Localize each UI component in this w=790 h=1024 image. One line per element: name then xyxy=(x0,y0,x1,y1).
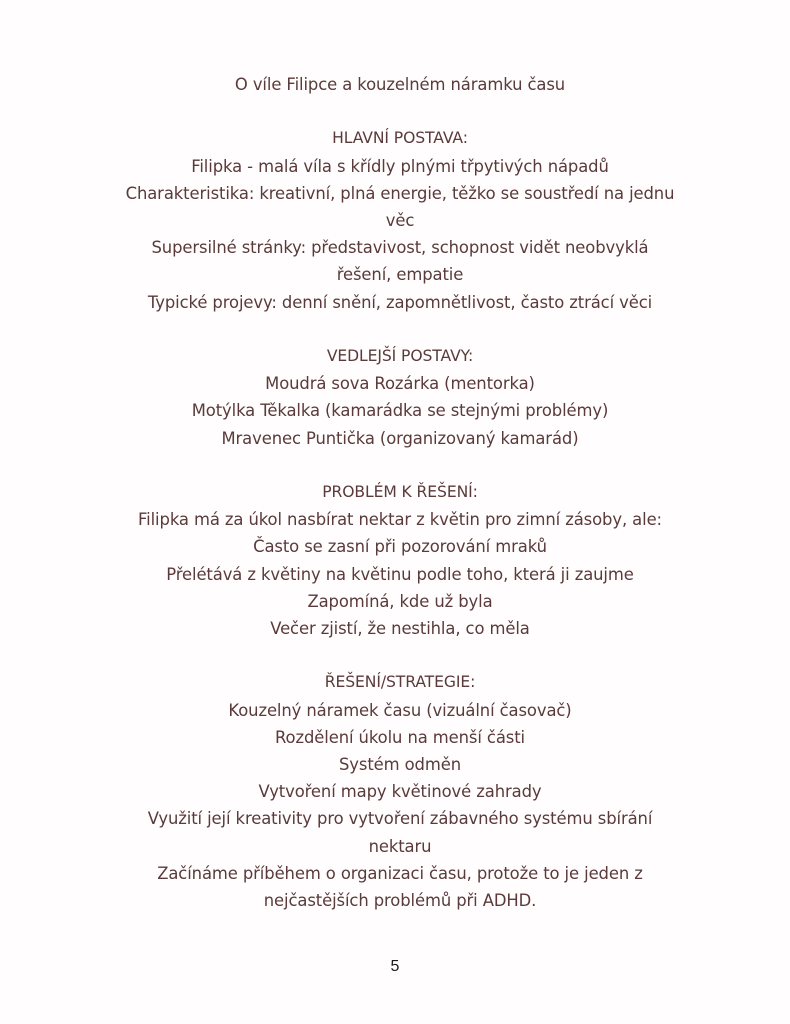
solution-line: Rozdělení úkolu na menší části xyxy=(275,727,525,747)
main-character-line: Charakteristika: kreativní, plná energie, těžko se soustředí na jednu xyxy=(125,183,675,203)
problem-heading: PROBLÉM K ŘEŠENÍ: xyxy=(322,483,478,501)
side-character-line: Moudrá sova Rozárka (mentorka) xyxy=(265,374,535,394)
main-character-line: Typické projevy: denní snění, zapomnětlivost, často ztrácí věci xyxy=(147,292,653,312)
main-character-line: Supersilné stránky: představivost, schopnost vidět neobvyklá xyxy=(151,238,649,258)
main-character-line: Filipka - malá víla s křídly plnými třpytivých nápadů xyxy=(191,156,609,176)
main-character-line: řešení, empatie xyxy=(336,265,464,285)
problem-line: Filipka má za úkol nasbírat nektar z květin pro zimní zásoby, ale: xyxy=(138,510,662,530)
document-body xyxy=(50,71,750,914)
solutions-heading: ŘEŠENÍ/STRATEGIE: xyxy=(324,673,476,692)
spacer xyxy=(50,316,750,343)
solution-line: Kouzelný náramek času (vizuální časovač) xyxy=(228,700,572,720)
main-character-line: věc xyxy=(385,211,415,230)
problem-line: Večer zjistí, že nestihla, co měla xyxy=(270,619,530,639)
document-title: O víle Filipce a kouzelném náramku času xyxy=(234,75,566,94)
side-character-line: Motýlka Těkalka (kamarádka se stejnými problémy) xyxy=(191,401,609,421)
problem-line: Často se zasní při pozorování mraků xyxy=(253,537,547,557)
page-number: 5 xyxy=(390,958,400,975)
solution-line: Využití její kreativity pro vytvoření zábavného systému sbírání xyxy=(147,809,653,829)
solution-line: Vytvoření mapy květinové zahrady xyxy=(258,782,542,802)
spacer xyxy=(50,98,750,125)
solution-line: Systém odměn xyxy=(338,755,461,775)
solution-line: nejčastějších problémů při ADHD. xyxy=(263,891,537,911)
problem-line: Přelétává z květiny na květinu podle toho, která ji zaujme xyxy=(166,564,634,584)
spacer xyxy=(50,642,750,669)
side-characters-heading: VEDLEJŠÍ POSTAVY: xyxy=(326,347,474,365)
problem-line: Zapomíná, kde už byla xyxy=(307,591,493,611)
main-character-heading: HLAVNÍ POSTAVA: xyxy=(332,129,468,148)
side-character-line: Mravenec Puntička (organizovaný kamarád) xyxy=(221,428,579,448)
solution-line: nektaru xyxy=(368,836,432,856)
solution-line: Začínáme příběhem o organizaci času, protože to je jeden z xyxy=(157,863,643,883)
spacer xyxy=(50,452,750,479)
